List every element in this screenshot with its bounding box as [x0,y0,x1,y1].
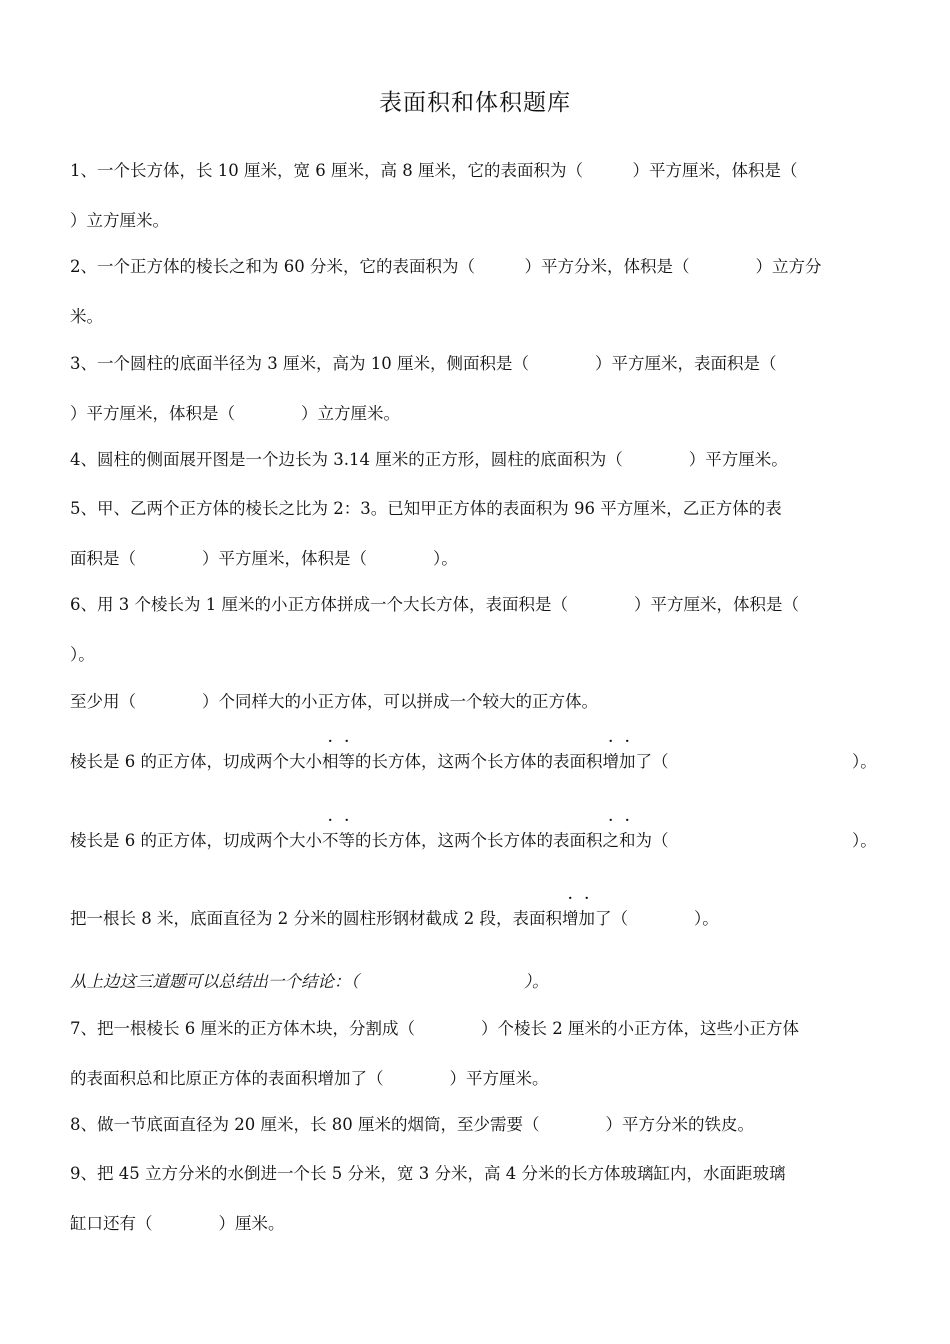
extra-question-3 [70,827,669,851]
emphasis-char: 不 [322,831,339,850]
emphasis-char: 加 [619,752,636,771]
extra-question-2-text-d: 的长方体，这两个长方体的表面积 [355,752,603,771]
question-8-line-1: 8、做一节底面直径为 20 厘米，长 80 厘米的烟筒，至少需要（ ）平方分米的铁皮。 [70,1115,754,1134]
extra-question-3-text-d: 的长方体，这两个长方体的表面积 [355,831,603,850]
question-6-line-1: 6、用 3 个棱长为 1 厘米的小正方体拼成一个大长方体，表面积是（ ）平方厘米，体积是（ [70,595,799,614]
emphasis-char: 增 [602,752,619,771]
question-9-line-1: 9、把 45 立方分米的水倒进一个长 5 分米，宽 3 分米，高 4 分米的长方体玻璃缸内，水面距玻璃 [70,1164,786,1183]
question-9-line-2: 缸口还有（ ）厘米。 [70,1214,285,1233]
emphasis-char: 加 [578,909,595,928]
page-title: 表面积和体积题库 [379,90,571,116]
question-7-line-2: 的表面积总和比原正方体的表面积增加了（ ）平方厘米。 [70,1069,549,1088]
question-4-line-1: 4、圆柱的侧面展开图是一个边长为 3.14 厘米的正方形，圆柱的底面积为（ ）平方厘米。 [70,450,788,469]
question-1-line-2: ）立方厘米。 [70,211,169,230]
emphasis-char: 等 [338,831,355,850]
question-5-line-2: 面积是（ ）平方厘米，体积是（ ）。 [70,549,458,568]
extra-question-3-text-g: 为（ [635,831,669,850]
extra-question-4-text-d: 了（ ）。 [594,909,719,928]
question-7-line-1: 7、把一根棱长 6 厘米的正方体木块，分割成（ ）个棱长 2 厘米的小正方体，这些小正方体 [70,1019,799,1038]
extra-question-1: 至少用（ ）个同样大的小正方体，可以拼成一个较大的正方体。 [70,692,598,711]
emphasis-char: 之 [602,831,619,850]
conclusion-line: 从上边这三道题可以总结出一个结论：（ ）。 [70,972,549,991]
emphasis-char: 等 [338,752,355,771]
emphasis-char: 相 [322,752,339,771]
emphasis-char: 和 [619,831,636,850]
extra-question-3-end: ）。 [852,831,877,850]
question-2-line-1: 2、一个正方体的棱长之和为 60 分米，它的表面积为（ ）平方分米，体积是（ ）立方分 [70,257,822,276]
extra-question-4-text-a: 把一根长 8 米，底面直径为 2 分米的圆柱形钢材截成 2 段，表面积 [70,909,562,928]
extra-question-4 [70,905,719,929]
question-6-line-2: ）。 [70,645,95,664]
question-3-line-2: ）平方厘米，体积是（ ）立方厘米。 [70,404,400,423]
emphasis-char: 增 [561,909,579,928]
question-2-line-2: 米。 [70,307,103,326]
question-5-line-1: 5、甲、乙两个正方体的棱长之比为 2：3。已知甲正方体的表面积为 96 平方厘米，乙正方体的表 [70,499,782,518]
extra-question-2 [70,748,669,772]
question-1-line-1: 1、一个长方体，长 10 厘米，宽 6 厘米，高 8 厘米，它的表面积为（ ）平方厘米，体积是（ [70,161,798,180]
extra-question-3-text-a: 棱长是 6 的正方体，切成两个大小 [70,831,322,850]
extra-question-2-text-a: 棱长是 6 的正方体，切成两个大小 [70,752,322,771]
extra-question-2-end: ）。 [852,752,877,771]
question-3-line-1: 3、一个圆柱的底面半径为 3 厘米，高为 10 厘米，侧面积是（ ）平方厘米，表面积是（ [70,354,777,373]
extra-question-2-text-g: 了（ [635,752,669,771]
